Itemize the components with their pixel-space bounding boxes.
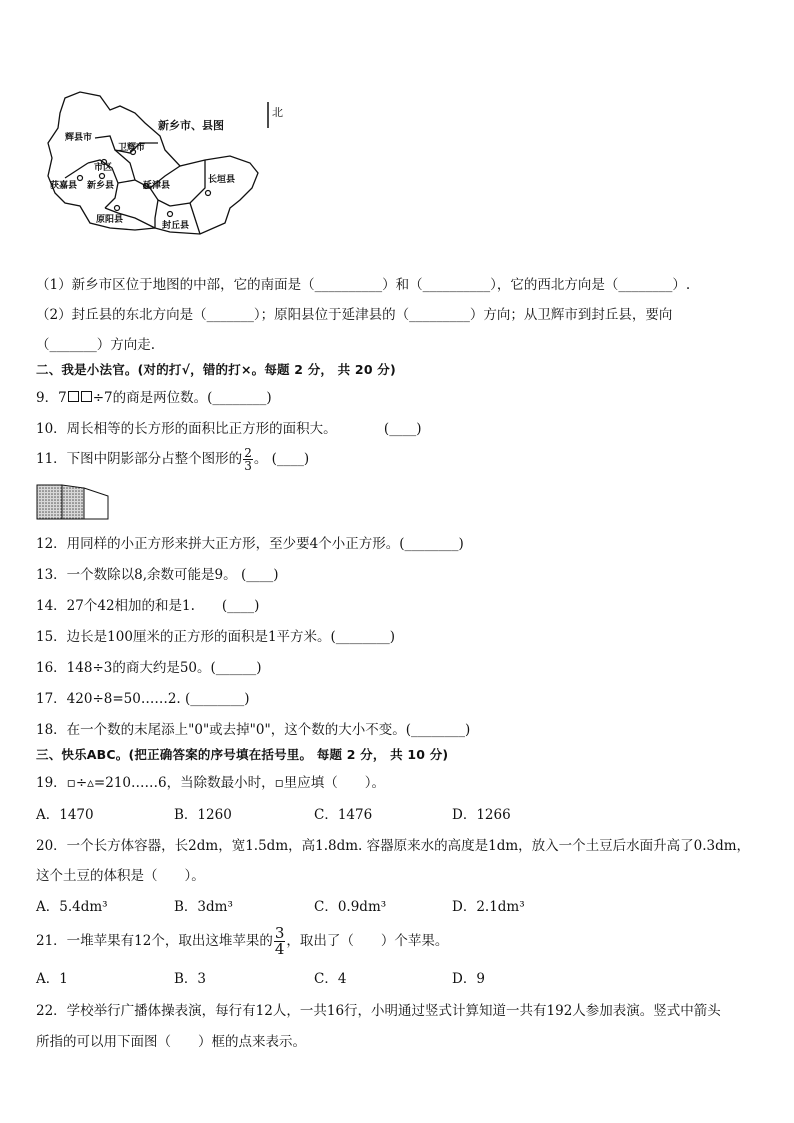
q19-option-b: B．1260: [174, 807, 232, 823]
section-2-heading: 二、我是小法官。(对的打√，错的打×。每题 2 分， 共 20 分): [36, 362, 396, 377]
q19-options: [36, 803, 636, 821]
question-13: 13．一个数除以8,余数可能是9。 (____): [36, 567, 279, 583]
question-9: [36, 386, 272, 406]
q20-option-a: A．5.4dm³: [36, 899, 108, 915]
shaded-shape-figure: [36, 484, 110, 520]
map-label-huojia: 获嘉县: [50, 181, 78, 191]
map-title: 新乡市、县图: [158, 119, 224, 132]
fraction-3-4: $\frac{3}{4}$: [274, 924, 285, 958]
fraction-2-3: $\frac{2}{3}$: [244, 446, 252, 473]
question-21: [36, 926, 448, 957]
q11-prefix: 11．下图中阴影部分占整个图形的: [36, 451, 243, 467]
question-22-cont: 所指的可以用下面图（ ）框的点来表示。: [36, 1034, 306, 1050]
q21-option-b: B．3: [174, 971, 207, 987]
question-17: 17．420÷8=50……2. (________): [36, 691, 250, 707]
q21-suffix: ，取出了（ ）个苹果。: [286, 933, 449, 949]
map-label-yanjin: 延津县: [143, 181, 171, 191]
map-label-weihui: 卫辉市: [118, 143, 146, 153]
q21-options: [36, 967, 636, 985]
q20-option-c: C．0.9dm³: [314, 899, 387, 915]
xinxiang-map: [40, 88, 290, 243]
q19-option-a: A．1470: [36, 807, 94, 823]
question-16: 16．148÷3的商大约是50。(______): [36, 660, 262, 676]
question-19: 19．▫÷▵=210……6，当除数最小时，▫里应填（ ）。: [36, 775, 385, 791]
q9-suffix: ÷7的商是两位数。(________): [92, 390, 272, 406]
q21-prefix: 21．一堆苹果有12个，取出这堆苹果的: [36, 933, 273, 949]
question-1: （1）新乡市区位于地图的中部，它的南面是（__________）和（__________），它的西北方向是（________）.: [36, 277, 691, 293]
question-2: （2）封丘县的东北方向是（_______）；原阳县位于延津县的（_________）方向；从卫辉市到封丘县，要向: [36, 307, 673, 323]
map-label-shiqu: 市区: [94, 163, 113, 173]
map-label-yuanyang: 原阳县: [96, 215, 124, 225]
question-20-cont: 这个土豆的体积是（ ）。: [36, 868, 205, 884]
q20-option-d: D．2.1dm³: [452, 899, 525, 915]
question-2-cont: （_______）方向走.: [36, 337, 156, 353]
question-22: 22．学校举行广播体操表演，每行有12人，一共16行，小明通过竖式计算知道一共有192人参加表演。竖式中箭头: [36, 1003, 721, 1019]
question-11: [36, 447, 309, 472]
question-15: 15．边长是100厘米的正方形的面积是1平方米。(________): [36, 629, 396, 645]
question-20: 20．一个长方体容器，长2dm，宽1.5dm，高1.8dm. 容器原来水的高度是1dm，放入一个土豆后水面升高了0.3dm，: [36, 838, 751, 854]
q20-options: [36, 895, 636, 913]
question-10: 10．周长相等的长方形的面积比正方形的面积大。 (____): [36, 421, 422, 437]
map-label-xinxiangxian: 新乡县: [87, 181, 115, 191]
map-label-huixian: 辉县市: [65, 133, 93, 143]
question-18: 18．在一个数的末尾添上"0"或去掉"0"，这个数的大小不变。(________): [36, 722, 471, 738]
q20-option-b: B．3dm³: [174, 899, 233, 915]
q19-option-d: D．1266: [452, 807, 511, 823]
question-12: 12．用同样的小正方形来拼大正方形，至少要4个小正方形。(________): [36, 536, 464, 552]
box-icon: [81, 391, 92, 402]
q21-option-d: D．9: [452, 971, 485, 987]
box-icon: [68, 391, 79, 402]
north-label: 北: [272, 106, 283, 119]
q19-option-c: C．1476: [314, 807, 373, 823]
map-label-changyuan: 长垣县: [208, 175, 236, 185]
section-3-heading: 三、快乐ABC。(把正确答案的序号填在括号里。 每题 2 分， 共 10 分): [36, 747, 449, 762]
q9-prefix: 9．7: [36, 390, 67, 406]
map-border: [48, 92, 258, 234]
q21-option-a: A．1: [36, 971, 68, 987]
q21-option-c: C．4: [314, 971, 347, 987]
map-label-fengqiu: 封丘县: [162, 221, 190, 231]
q11-suffix: 。 (____): [253, 451, 310, 467]
question-14: 14．27个42相加的和是1. (____): [36, 598, 260, 614]
